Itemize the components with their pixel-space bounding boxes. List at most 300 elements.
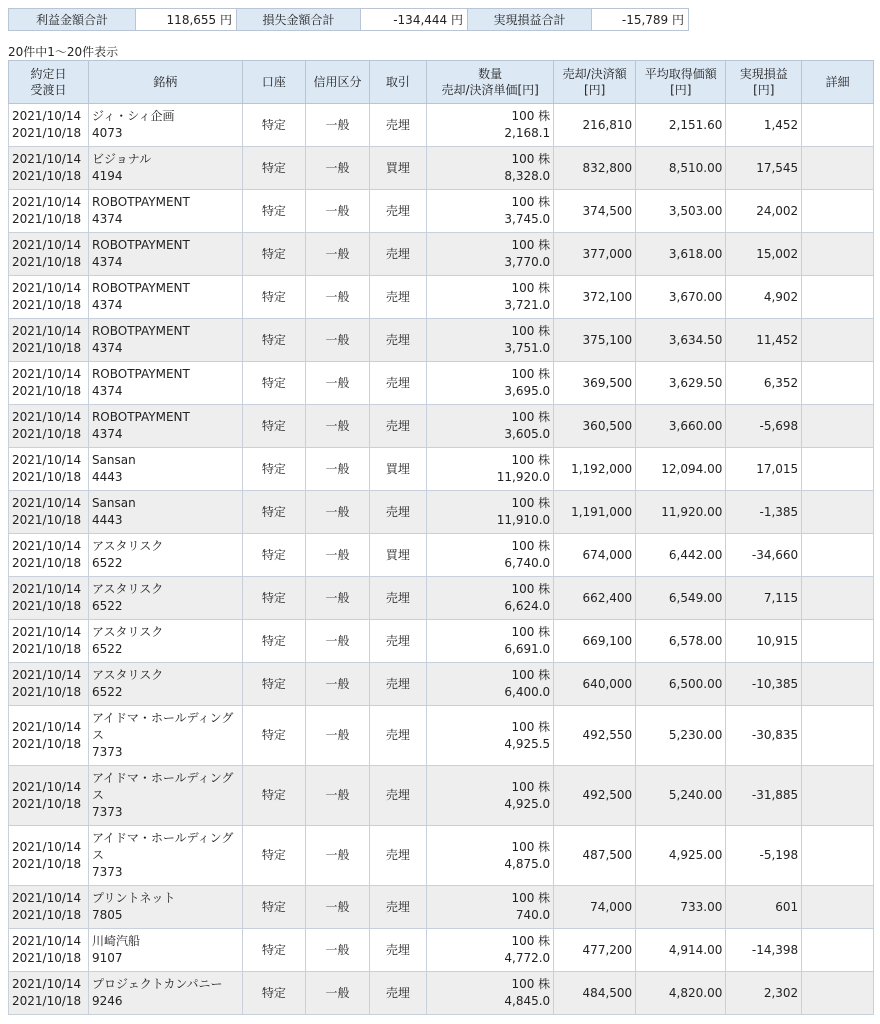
stock-name: ROBOTPAYMENT — [91, 410, 190, 424]
credit-cell: 一般 — [306, 104, 370, 147]
avg-cost-cell: 6,500.00 — [636, 663, 726, 706]
table-row — [9, 276, 874, 319]
stock-code: 6522 — [91, 599, 123, 613]
stock-name: Sansan — [91, 453, 136, 467]
account-cell: 特定 — [242, 104, 306, 147]
credit-cell: 一般 — [306, 929, 370, 972]
qty-cell — [427, 448, 554, 491]
stock-name: Sansan — [91, 496, 136, 510]
qty-cell — [427, 620, 554, 663]
account-cell: 特定 — [242, 319, 306, 362]
date-cell — [9, 620, 89, 663]
trade-type-cell: 売埋 — [369, 104, 426, 147]
settle-date: 2021/10/18 — [12, 169, 82, 183]
realized-pl-cell: -1,385 — [726, 491, 802, 534]
unit-price: 11,920.0 — [496, 470, 551, 484]
trade-type-cell: 売埋 — [369, 929, 426, 972]
stock-cell — [88, 534, 242, 577]
settle-date: 2021/10/18 — [12, 908, 82, 922]
avg-cost-cell: 3,629.50 — [636, 362, 726, 405]
unit-price: 4,875.0 — [504, 856, 551, 871]
realized-pl-cell: 24,002 — [726, 190, 802, 233]
col-header-qty — [427, 61, 554, 104]
col-header-detail: 詳細 — [802, 61, 874, 104]
trade-type-cell: 売埋 — [369, 706, 426, 766]
table-row — [9, 233, 874, 276]
date-cell — [9, 405, 89, 448]
date-cell — [9, 826, 89, 886]
account-cell: 特定 — [242, 706, 306, 766]
table-row — [9, 534, 874, 577]
account-cell: 特定 — [242, 826, 306, 886]
amount-cell: 669,100 — [554, 620, 636, 663]
detail-cell — [802, 826, 874, 886]
realized-pl-cell: -5,198 — [726, 826, 802, 886]
qty-cell — [427, 405, 554, 448]
stock-name: アイドマ・ホールディングス — [91, 771, 234, 802]
settle-date: 2021/10/18 — [12, 126, 82, 140]
profit-total-value: 118,655 円 — [136, 9, 237, 31]
detail-cell — [802, 620, 874, 663]
settle-date: 2021/10/18 — [12, 642, 82, 656]
account-cell: 特定 — [242, 886, 306, 929]
trade-date: 2021/10/14 — [12, 625, 82, 639]
amount-cell: 372,100 — [554, 276, 636, 319]
amount-cell: 640,000 — [554, 663, 636, 706]
avg-cost-cell: 5,230.00 — [636, 706, 726, 766]
stock-name: プリントネット — [91, 891, 176, 905]
col-header-settle-date: 受渡日 — [30, 83, 67, 97]
account-cell: 特定 — [242, 620, 306, 663]
table-row — [9, 929, 874, 972]
settle-date: 2021/10/18 — [12, 951, 82, 965]
credit-cell: 一般 — [306, 706, 370, 766]
unit-price: 740.0 — [515, 908, 551, 922]
settle-date: 2021/10/18 — [12, 298, 82, 312]
trade-type-cell: 売埋 — [369, 276, 426, 319]
credit-cell: 一般 — [306, 620, 370, 663]
account-cell: 特定 — [242, 491, 306, 534]
avg-cost-cell: 3,670.00 — [636, 276, 726, 319]
stock-code: 4374 — [91, 427, 123, 441]
avg-cost-cell: 8,510.00 — [636, 147, 726, 190]
qty-cell — [427, 362, 554, 405]
qty-cell — [427, 663, 554, 706]
date-cell — [9, 534, 89, 577]
date-cell — [9, 491, 89, 534]
unit-price: 3,721.0 — [504, 298, 551, 312]
stock-name: ROBOTPAYMENT — [91, 195, 190, 209]
col-header-qty-line1: 数量 — [478, 67, 503, 81]
stock-name: アイドマ・ホールディングス — [91, 711, 234, 742]
account-cell: 特定 — [242, 448, 306, 491]
detail-cell — [802, 766, 874, 826]
settle-date: 2021/10/18 — [12, 384, 82, 398]
loss-total-label: 損失金額合計 — [237, 9, 361, 31]
detail-cell — [802, 706, 874, 766]
trade-date: 2021/10/14 — [12, 779, 82, 794]
credit-cell: 一般 — [306, 534, 370, 577]
settle-date: 2021/10/18 — [12, 556, 82, 570]
stock-cell — [88, 491, 242, 534]
account-cell: 特定 — [242, 534, 306, 577]
quantity: 100 株 — [511, 625, 551, 639]
detail-cell — [802, 147, 874, 190]
settle-date: 2021/10/18 — [12, 470, 82, 484]
unit-price: 2,168.1 — [504, 126, 551, 140]
account-cell: 特定 — [242, 147, 306, 190]
settle-date: 2021/10/18 — [12, 994, 82, 1008]
date-cell — [9, 663, 89, 706]
realized-pl-cell: 11,452 — [726, 319, 802, 362]
credit-cell: 一般 — [306, 663, 370, 706]
detail-cell — [802, 104, 874, 147]
date-cell — [9, 766, 89, 826]
realized-pl-cell: 17,015 — [726, 448, 802, 491]
date-cell — [9, 276, 89, 319]
realized-pl-cell: 6,352 — [726, 362, 802, 405]
qty-cell — [427, 929, 554, 972]
unit-price: 3,770.0 — [504, 255, 551, 269]
stock-code: 4374 — [91, 212, 123, 226]
quantity: 100 株 — [511, 152, 551, 166]
trade-date: 2021/10/14 — [12, 281, 82, 295]
stock-code: 6522 — [91, 642, 123, 656]
stock-code: 6522 — [91, 685, 123, 699]
trade-date: 2021/10/14 — [12, 719, 82, 734]
quantity: 100 株 — [511, 719, 551, 734]
trade-date: 2021/10/14 — [12, 453, 82, 467]
trade-date: 2021/10/14 — [12, 410, 82, 424]
amount-cell: 477,200 — [554, 929, 636, 972]
col-header-pl-line2: [円] — [753, 83, 775, 97]
trade-type-cell: 売埋 — [369, 405, 426, 448]
avg-cost-cell: 3,634.50 — [636, 319, 726, 362]
stock-name: アスタリスク — [91, 668, 164, 682]
quantity: 100 株 — [511, 453, 551, 467]
trade-date: 2021/10/14 — [12, 934, 82, 948]
trade-date: 2021/10/14 — [12, 195, 82, 209]
stock-code: 4194 — [91, 169, 123, 183]
trade-type-cell: 売埋 — [369, 577, 426, 620]
stock-cell — [88, 663, 242, 706]
stock-cell — [88, 190, 242, 233]
stock-name: 川崎汽船 — [91, 934, 140, 948]
realized-pl-cell: 15,002 — [726, 233, 802, 276]
account-cell: 特定 — [242, 405, 306, 448]
credit-cell: 一般 — [306, 972, 370, 1015]
credit-cell: 一般 — [306, 886, 370, 929]
settle-date: 2021/10/18 — [12, 513, 82, 527]
avg-cost-cell: 4,914.00 — [636, 929, 726, 972]
date-cell — [9, 319, 89, 362]
amount-cell: 662,400 — [554, 577, 636, 620]
account-cell: 特定 — [242, 972, 306, 1015]
trade-type-cell: 売埋 — [369, 972, 426, 1015]
realized-pl-cell: 4,902 — [726, 276, 802, 319]
detail-cell — [802, 233, 874, 276]
loss-total-value: -134,444 円 — [361, 9, 468, 31]
trade-date: 2021/10/14 — [12, 539, 82, 553]
realized-total-label: 実現損益合計 — [468, 9, 592, 31]
quantity: 100 株 — [511, 668, 551, 682]
col-header-avg-line2: [円] — [670, 83, 692, 97]
settle-date: 2021/10/18 — [12, 796, 82, 811]
stock-name: ROBOTPAYMENT — [91, 367, 190, 381]
unit-price: 6,624.0 — [504, 599, 551, 613]
realized-pl-cell: 10,915 — [726, 620, 802, 663]
account-cell: 特定 — [242, 766, 306, 826]
unit-price: 3,605.0 — [504, 427, 551, 441]
stock-cell — [88, 886, 242, 929]
table-row — [9, 972, 874, 1015]
stock-name: ROBOTPAYMENT — [91, 281, 190, 295]
trade-type-cell: 売埋 — [369, 319, 426, 362]
credit-cell: 一般 — [306, 190, 370, 233]
date-cell — [9, 886, 89, 929]
quantity: 100 株 — [511, 779, 551, 794]
stock-cell — [88, 405, 242, 448]
trade-type-cell: 買埋 — [369, 147, 426, 190]
stock-name: プロジェクトカンパニー — [91, 977, 223, 991]
settle-date: 2021/10/18 — [12, 212, 82, 226]
qty-cell — [427, 886, 554, 929]
amount-cell: 492,550 — [554, 706, 636, 766]
amount-cell: 374,500 — [554, 190, 636, 233]
stock-cell — [88, 706, 242, 766]
profit-total-label: 利益金額合計 — [9, 9, 136, 31]
amount-cell: 377,000 — [554, 233, 636, 276]
stock-cell — [88, 319, 242, 362]
unit-price: 4,925.0 — [504, 796, 551, 811]
stock-cell — [88, 577, 242, 620]
settle-date: 2021/10/18 — [12, 856, 82, 871]
detail-cell — [802, 448, 874, 491]
col-header-credit: 信用区分 — [306, 61, 370, 104]
credit-cell: 一般 — [306, 276, 370, 319]
settle-date: 2021/10/18 — [12, 255, 82, 269]
settle-date: 2021/10/18 — [12, 599, 82, 613]
qty-cell — [427, 190, 554, 233]
col-header-trade-date: 約定日 — [30, 67, 67, 81]
detail-cell — [802, 663, 874, 706]
trade-type-cell: 売埋 — [369, 362, 426, 405]
date-cell — [9, 577, 89, 620]
realized-pl-cell: -14,398 — [726, 929, 802, 972]
stock-name: ROBOTPAYMENT — [91, 238, 190, 252]
stock-cell — [88, 276, 242, 319]
trade-type-cell: 売埋 — [369, 233, 426, 276]
stock-code: 7373 — [91, 805, 123, 819]
realized-total-value: -15,789 円 — [592, 9, 689, 31]
trade-date: 2021/10/14 — [12, 891, 82, 905]
qty-cell — [427, 491, 554, 534]
trade-type-cell: 買埋 — [369, 448, 426, 491]
realized-pl-cell: 17,545 — [726, 147, 802, 190]
stock-name: アスタリスク — [91, 625, 164, 639]
account-cell: 特定 — [242, 276, 306, 319]
realized-pl-cell: -34,660 — [726, 534, 802, 577]
stock-code: 4443 — [91, 513, 123, 527]
qty-cell — [427, 276, 554, 319]
trade-date: 2021/10/14 — [12, 839, 82, 854]
table-row — [9, 886, 874, 929]
table-row — [9, 147, 874, 190]
trade-date: 2021/10/14 — [12, 367, 82, 381]
amount-cell: 369,500 — [554, 362, 636, 405]
trade-type-cell: 売埋 — [369, 886, 426, 929]
unit-price: 4,845.0 — [504, 994, 551, 1008]
stock-name: ビジョナル — [91, 152, 152, 166]
amount-cell: 832,800 — [554, 147, 636, 190]
avg-cost-cell: 3,660.00 — [636, 405, 726, 448]
stock-cell — [88, 766, 242, 826]
trade-type-cell: 買埋 — [369, 534, 426, 577]
detail-cell — [802, 491, 874, 534]
credit-cell: 一般 — [306, 448, 370, 491]
avg-cost-cell: 5,240.00 — [636, 766, 726, 826]
table-row — [9, 448, 874, 491]
account-cell: 特定 — [242, 577, 306, 620]
unit-price: 11,910.0 — [496, 513, 551, 527]
date-cell — [9, 448, 89, 491]
unit-price: 6,400.0 — [504, 685, 551, 699]
qty-cell — [427, 972, 554, 1015]
col-header-pl — [726, 61, 802, 104]
trade-type-cell: 売埋 — [369, 190, 426, 233]
table-row — [9, 826, 874, 886]
avg-cost-cell: 12,094.00 — [636, 448, 726, 491]
realized-pl-cell: 601 — [726, 886, 802, 929]
account-cell: 特定 — [242, 190, 306, 233]
credit-cell: 一般 — [306, 826, 370, 886]
realized-pl-cell: 2,302 — [726, 972, 802, 1015]
unit-price: 6,691.0 — [504, 642, 551, 656]
credit-cell: 一般 — [306, 405, 370, 448]
detail-cell — [802, 276, 874, 319]
col-header-amount-line2: [円] — [583, 83, 606, 97]
table-row — [9, 491, 874, 534]
detail-cell — [802, 886, 874, 929]
realized-pl-cell: -5,698 — [726, 405, 802, 448]
settle-date: 2021/10/18 — [12, 685, 82, 699]
credit-cell: 一般 — [306, 362, 370, 405]
realized-pl-cell: 7,115 — [726, 577, 802, 620]
settle-date: 2021/10/18 — [12, 341, 82, 355]
stock-code: 4374 — [91, 255, 123, 269]
stock-code: 4443 — [91, 470, 123, 484]
avg-cost-cell: 4,820.00 — [636, 972, 726, 1015]
avg-cost-cell: 4,925.00 — [636, 826, 726, 886]
trade-date: 2021/10/14 — [12, 496, 82, 510]
date-cell — [9, 233, 89, 276]
unit-price: 3,745.0 — [504, 212, 551, 226]
credit-cell: 一般 — [306, 766, 370, 826]
stock-name: アイドマ・ホールディングス — [91, 831, 234, 862]
stock-cell — [88, 620, 242, 663]
stock-name: ジィ・シィ企画 — [91, 109, 175, 123]
quantity: 100 株 — [511, 238, 551, 252]
table-row — [9, 706, 874, 766]
date-cell — [9, 104, 89, 147]
stock-code: 6522 — [91, 556, 123, 570]
detail-cell — [802, 972, 874, 1015]
stock-cell — [88, 929, 242, 972]
unit-price: 4,772.0 — [504, 951, 551, 965]
credit-cell: 一般 — [306, 491, 370, 534]
table-row — [9, 319, 874, 362]
stock-code: 4374 — [91, 298, 123, 312]
qty-cell — [427, 577, 554, 620]
col-header-amount-line1: 売却/決済額 — [562, 67, 627, 81]
account-cell: 特定 — [242, 362, 306, 405]
credit-cell: 一般 — [306, 577, 370, 620]
realized-pl-cell: -30,835 — [726, 706, 802, 766]
amount-cell: 484,500 — [554, 972, 636, 1015]
detail-cell — [802, 577, 874, 620]
col-header-name: 銘柄 — [88, 61, 242, 104]
avg-cost-cell: 733.00 — [636, 886, 726, 929]
trade-type-cell: 売埋 — [369, 491, 426, 534]
result-count: 20件中1～20件表示 — [8, 45, 119, 59]
quantity: 100 株 — [511, 839, 551, 854]
quantity: 100 株 — [511, 539, 551, 553]
avg-cost-cell: 3,503.00 — [636, 190, 726, 233]
table-row — [9, 362, 874, 405]
trade-date: 2021/10/14 — [12, 109, 82, 123]
unit-price: 6,740.0 — [504, 556, 551, 570]
qty-cell — [427, 706, 554, 766]
stock-cell — [88, 233, 242, 276]
quantity: 100 株 — [511, 891, 551, 905]
date-cell — [9, 362, 89, 405]
amount-cell: 487,500 — [554, 826, 636, 886]
unit-price: 8,328.0 — [504, 169, 551, 183]
col-header-qty-line2: 売却/決済単価[円] — [441, 83, 539, 97]
trade-date: 2021/10/14 — [12, 977, 82, 991]
detail-cell — [802, 190, 874, 233]
table-row — [9, 405, 874, 448]
qty-cell — [427, 826, 554, 886]
quantity: 100 株 — [511, 977, 551, 991]
stock-code: 4374 — [91, 341, 123, 355]
stock-code: 7805 — [91, 908, 123, 922]
col-header-amount — [554, 61, 636, 104]
col-header-trade: 取引 — [369, 61, 426, 104]
avg-cost-cell: 6,578.00 — [636, 620, 726, 663]
table-row — [9, 190, 874, 233]
trade-rows — [9, 104, 874, 1015]
quantity: 100 株 — [511, 324, 551, 338]
account-cell: 特定 — [242, 233, 306, 276]
trade-date: 2021/10/14 — [12, 582, 82, 596]
stock-code: 4374 — [91, 384, 123, 398]
col-header-pl-line1: 実現損益 — [739, 67, 788, 81]
settle-date: 2021/10/18 — [12, 736, 82, 751]
stock-code: 7373 — [91, 745, 123, 759]
stock-cell — [88, 448, 242, 491]
stock-cell — [88, 362, 242, 405]
quantity: 100 株 — [511, 367, 551, 381]
stock-code: 7373 — [91, 865, 123, 879]
date-cell — [9, 929, 89, 972]
date-cell — [9, 190, 89, 233]
quantity: 100 株 — [511, 281, 551, 295]
qty-cell — [427, 104, 554, 147]
col-header-avg-line1: 平均取得価額 — [644, 67, 717, 81]
detail-cell — [802, 534, 874, 577]
quantity: 100 株 — [511, 195, 551, 209]
